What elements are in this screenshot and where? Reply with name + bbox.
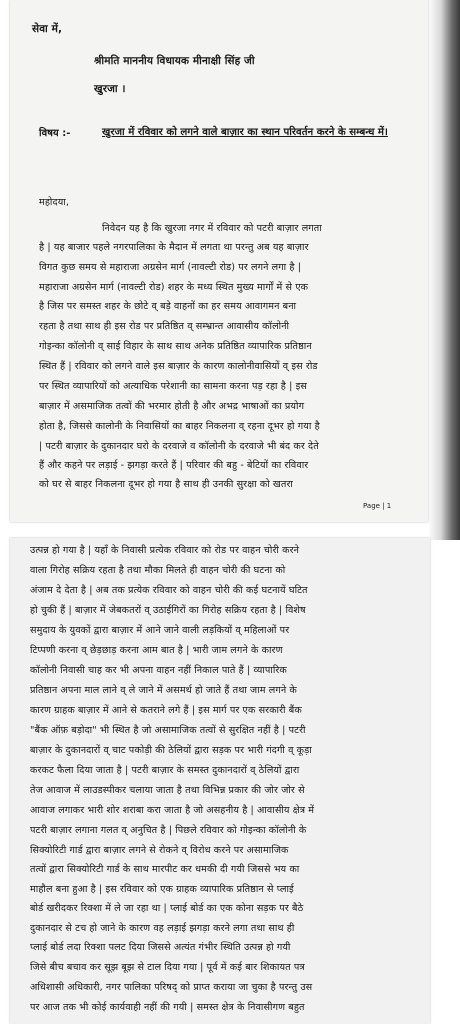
body-line: हैं और कहने पर लड़ाई - झगड़ा करते हैं | परिवार की बहु - बेटियों का रविवार [39, 460, 309, 471]
body-line: माहौल बना हुआ है | इस रविवार को एक ग्राहक व्यापारिक प्रतिष्ठान से प्लाई [30, 884, 294, 895]
body-line: अंजाम दे देता है | अब तक प्रत्येक रविवार को वाहन चोरी की कई घटनायें घटित [30, 585, 308, 596]
body-line: है जिस पर समस्त शहर के छोटे व् बड़े वाहनों का हर समय आवागमन बना [39, 301, 297, 312]
body-line: निवेदन यह है कि खुरजा नगर में रविवार को पटरी बाज़ार लगता [102, 223, 322, 234]
recipient-name: श्रीमति माननीय विधायक मीनाक्षी सिंह जी [94, 55, 255, 67]
body-line: तेज आवाज में लाउडस्पीकर चलाया जाता है तथा विभिन्न प्रकार की जोर जोर से [30, 785, 305, 796]
body-line: | पटरी बाज़ार के दुकानदार घरो के दरवाजे व कॉलोनी के दरवाजे भी बंद कर देते [39, 441, 319, 452]
body-line: पर स्थित व्यापारियों को अत्याधिक परेशानी का सामना करना पड़ रहा है | इस [39, 381, 307, 392]
body-line: दुकानदार से टच हो जाने के कारण वह लड़ाई झगड़ा करने लगा तथा साथ ही [30, 923, 295, 934]
body-line: विगत कुछ समय से महाराजा अग्रसेन मार्ग (नावल्टी रोड) पर लगने लगा है | [39, 262, 302, 273]
subject-label: विषय :- [39, 128, 71, 139]
body-line: समुदाय के युवकों द्वारा बाज़ार में आने जाने वाली लड़कियों व् महिलाओं पर [30, 625, 290, 636]
body-line: होता है, जिससे कालोनी के निवासियों का बाहर निकलना व् रहना दूभर हो गया है [39, 421, 320, 432]
body-line: रहता है तथा साथ ही इस रोड पर प्रतिष्ठित व् सम्भ्रान्त आवासीय कॉलोनी [39, 321, 290, 332]
body-line: वाला गिरोह सक्रिय रहता है तथा मौका मिलते ही वाहन चोरी की घटना को [30, 565, 286, 576]
body-line: करकट फैला दिया जाता है | पटरी बाज़ार के समस्त दुकानदारों व् ठेलियों द्वारा [30, 765, 300, 776]
recipient-place: खुरजा । [94, 83, 126, 95]
letter-page-2 [10, 538, 430, 1024]
body-line: प्रतिष्ठान अपना माल लाने व् ले जाने में असमर्थ हो जाते हैं तथा जाम लगने के [30, 685, 297, 696]
body-line: पर आज तक भी कोई कार्यवाही नहीं की गयी | समस्त क्षेत्र के निवासीगण बहुत [30, 1002, 305, 1013]
body-line: बाज़ार में असमाजिक तत्वों की भरमार होती है और अभद्र भाषाओं का प्रयोग [39, 401, 305, 412]
body-line: को घर से बाहर निकलना दूभर हो गया है साथ ही उनकी सुरक्षा को खतरा [39, 479, 293, 490]
body-line: तत्वों द्वारा सिक्योरिटी गार्ड के साथ मारपीट कर धमकी दी गयी जिससे भय का [30, 864, 300, 875]
page-number: Page | 1 [363, 502, 392, 510]
body-line: उत्पन्न हो गया है | यहाँ के निवासी प्रत्येक रविवार को रोड पर वाहन चोरी करने [30, 545, 300, 556]
body-line: गोइन्का कॉलोनी व् साई विहार के साथ साथ अनेक प्रतिष्ठित व्यापारिक प्रतिष्ठान [39, 341, 312, 352]
body-line: सिक्योरिटी गार्ड द्वारा बाज़ार लगने से रोकने व् विरोध करने पर असामाजिक [30, 845, 289, 856]
body-line: हो चुकी हैं | बाज़ार में जेबकतरों व् उठाईगिरों का गिरोह सक्रिय रहता है | विशेष [30, 605, 306, 616]
body-line: कॉलोनी निवासी चाह कर भी अपना वाहन नहीं निकाल पाते हैं | व्यापारिक [30, 665, 287, 676]
body-line: बाज़ार के दुकानदारों व् चाट पकोड़ी की ठेलियों द्वारा सड़क पर भारी गंदगी व् कूड़ा [30, 745, 312, 756]
subject-text: खुरजा में रविवार को लगने वाले बाज़ार का स्थान परिवर्तन करने के सम्बन्ध में। [102, 127, 388, 138]
body-line: स्थित हैं | रविवार को लगने वाले इस बाज़ार के कारण कालोनीवासियों व् इस रोड [39, 361, 318, 372]
body-line: जिसे बीच बचाव कर सूझ बूझ से टाल दिया गया | पूर्व में कई बार शिकायत पत्र [30, 962, 305, 973]
letter-page-1 [10, 0, 428, 522]
body-line: कारण ग्राहक बाज़ार में आने से कतराने लगे हैं | इस मार्ग पर एक सरकारी बैंक [30, 705, 302, 716]
body-line: आवाज लगाकर भारी शोर शराबा करा जाता है जो असहनीय है | आवासीय क्षेत्र में [30, 805, 315, 816]
greeting: महोदया, [39, 197, 70, 208]
body-line: "बैंक ऑफ़ बड़ोदा" भी स्थित है जो असामाजिक तत्वों से सुरक्षित नहीं है | पटरी [30, 725, 306, 736]
background-edge [428, 0, 460, 540]
body-line: प्लाई बोर्ड लदा रिक्शा पलट दिया जिससे अत्यंत गंभीर स्थिति उत्पन्न हो गयी [30, 942, 291, 953]
body-line: बोर्ड खरीदकर रिक्शा में ले जा रहा था | प्लाई बोर्ड का एक कोना सड़क पर बैठे [30, 903, 304, 914]
body-line: महाराजा अग्रसेन मार्ग (नावल्टी रोड) शहर के मध्य स्थित मुख्य मार्गों में से एक [39, 282, 309, 293]
salutation-to: सेवा में, [32, 23, 63, 35]
body-line: है | यह बाजार पहले नगरपालिका के मैदान में लगता था परन्तु अब यह बाज़ार [39, 242, 309, 253]
body-line: अधिशासी अधिकारी, नगर पालिका परिषद् को प्राप्त कराया जा चुका है परन्तु उस [30, 982, 313, 993]
body-line: पटरी बाज़ार लगाना गलत व् अनुचित है | पिछले रविवार को गोइन्का कॉलोनी के [30, 825, 307, 836]
body-line: टिप्पणी करना व् छेड़छाड़ करना आम बात है | भारी जाम लगने के कारण [30, 645, 283, 656]
